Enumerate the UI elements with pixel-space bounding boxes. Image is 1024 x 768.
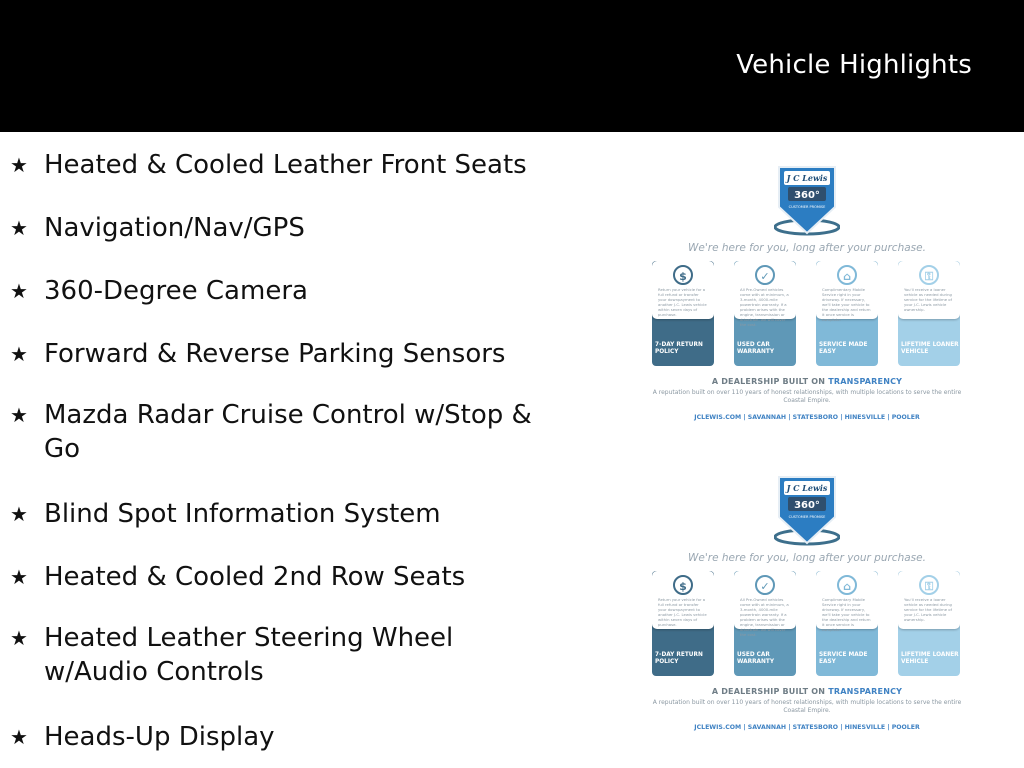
promo-graphic xyxy=(652,473,962,743)
promo-card-label: SERVICE MADE EASY xyxy=(819,652,868,665)
feature-label: Heads-Up Display xyxy=(44,722,275,752)
feature-item xyxy=(10,337,580,371)
promo-card-label: SERVICE MADE EASY xyxy=(819,342,868,355)
feature-item xyxy=(10,274,580,308)
feature-label: Navigation/Nav/GPS xyxy=(44,213,305,243)
brand-text: J C Lewis xyxy=(786,173,828,183)
feature-label: Blind Spot Information System xyxy=(44,499,441,529)
feature-item xyxy=(10,621,580,689)
reputation-text: A reputation built on over 110 years of honest relationships, with multiple locations to serve the entire Coastal Empire. xyxy=(652,389,962,404)
customer-promise-shield-icon xyxy=(774,163,840,237)
promo-card: ⚿ You'll receive a loaner vehicle as needed during service for the lifetime of your J.C. Lewis vehicle ownership. LIFETIME LOANER VEHICLE xyxy=(898,571,960,676)
feature-item xyxy=(10,560,580,594)
locations-text: JCLEWIS.COM | SAVANNAH | STATESBORO | HINESVILLE | POOLER xyxy=(694,724,920,731)
feature-item xyxy=(10,720,580,754)
promo-tagline: We're here for you, long after your purchase. xyxy=(688,242,926,254)
star-icon: ★ xyxy=(10,279,28,303)
promo-card: ✓ All Pre-Owned vehicles come with at minimum, a 3-month, 4000-mile powertrain warranty. If a problem arises with the engine, transmission or drivetrain, we will cover the cost. USED CAR WARRANTY xyxy=(734,571,796,676)
promo-card-label: USED CAR WARRANTY xyxy=(737,342,775,355)
car-icon: ⌂ xyxy=(837,575,857,595)
shield-check-icon: ✓ xyxy=(755,575,775,595)
dealership-heading: A DEALERSHIP BUILT ON TRANSPARENCY xyxy=(711,687,903,696)
promo-card-label: LIFETIME LOANER VEHICLE xyxy=(901,652,959,665)
star-icon: ★ xyxy=(10,565,28,589)
dealership-heading: A DEALERSHIP BUILT ON TRANSPARENCY xyxy=(711,377,903,386)
svg-text:CUSTOMER PROMISE: CUSTOMER PROMISE xyxy=(788,205,826,209)
dollar-icon: $ xyxy=(673,575,693,595)
promo-card: ✓ All Pre-Owned vehicles come with at minimum, a 3-month, 4000-mile powertrain warranty. If a problem arises with the engine, transmission or drivetrain, we will cover the cost. USED CAR WARRANTY xyxy=(734,261,796,366)
feature-label: Forward & Reverse Parking Sensors xyxy=(44,339,506,369)
svg-text:360°: 360° xyxy=(794,500,820,511)
feature-label: 360-Degree Camera xyxy=(44,276,308,306)
header-bar xyxy=(0,0,1024,132)
feature-item xyxy=(10,497,580,531)
promo-card: $ Return your vehicle for a full refund or transfer your downpayment to another J.C. Lewis vehicle within seven days of purchase. 7-DAY RETURN POLICY xyxy=(652,261,714,366)
promo-card-label: 7-DAY RETURN POLICY xyxy=(655,342,703,355)
promo-card-label: USED CAR WARRANTY xyxy=(737,652,775,665)
svg-text:360°: 360° xyxy=(794,190,820,201)
page-title: Vehicle Highlights xyxy=(736,50,972,80)
feature-item xyxy=(10,211,580,245)
promo-tagline: We're here for you, long after your purchase. xyxy=(688,552,926,564)
promo-card-label: LIFETIME LOANER VEHICLE xyxy=(901,342,959,355)
promo-card: ⚿ You'll receive a loaner vehicle as needed during service for the lifetime of your J.C. Lewis vehicle ownership. LIFETIME LOANER VEHICLE xyxy=(898,261,960,366)
star-icon: ★ xyxy=(10,502,28,526)
star-icon: ★ xyxy=(10,216,28,240)
promo-card-label: 7-DAY RETURN POLICY xyxy=(655,652,703,665)
promo-card: ⌂ Complimentary Mobile Service right in your driveway. If necessary, we'll take your vehicle to the dealership and return it once service is complete. SERVICE MADE EASY xyxy=(816,261,878,366)
feature-label: Mazda Radar Cruise Control w/Stop & Go xyxy=(44,400,532,464)
feature-item xyxy=(10,398,580,466)
star-icon: ★ xyxy=(10,342,28,366)
promo-card: $ Return your vehicle for a full refund or transfer your downpayment to another J.C. Lewis vehicle within seven days of purchase. 7-DAY RETURN POLICY xyxy=(652,571,714,676)
feature-item xyxy=(10,148,580,182)
star-icon: ★ xyxy=(10,153,28,177)
reputation-text: A reputation built on over 110 years of honest relationships, with multiple locations to serve the entire Coastal Empire. xyxy=(652,699,962,714)
shield-check-icon: ✓ xyxy=(755,265,775,285)
star-icon: ★ xyxy=(10,725,28,749)
key-icon: ⚿ xyxy=(919,265,939,285)
dollar-icon: $ xyxy=(673,265,693,285)
feature-label: Heated & Cooled Leather Front Seats xyxy=(44,150,527,180)
feature-label: Heated Leather Steering Wheel w/Audio Controls xyxy=(44,623,454,687)
key-icon: ⚿ xyxy=(919,575,939,595)
svg-text:J C Lewis: J C Lewis xyxy=(786,483,828,493)
locations-text: JCLEWIS.COM | SAVANNAH | STATESBORO | HINESVILLE | POOLER xyxy=(694,414,920,421)
promo-card: ⌂ Complimentary Mobile Service right in your driveway. If necessary, we'll take your vehicle to the dealership and return it once service is complete. SERVICE MADE EASY xyxy=(816,571,878,676)
car-icon: ⌂ xyxy=(837,265,857,285)
promo-graphic xyxy=(652,163,962,433)
customer-promise-shield-icon xyxy=(774,473,840,547)
svg-text:CUSTOMER PROMISE: CUSTOMER PROMISE xyxy=(788,515,826,519)
feature-label: Heated & Cooled 2nd Row Seats xyxy=(44,562,466,592)
star-icon: ★ xyxy=(10,626,28,650)
star-icon: ★ xyxy=(10,403,28,427)
